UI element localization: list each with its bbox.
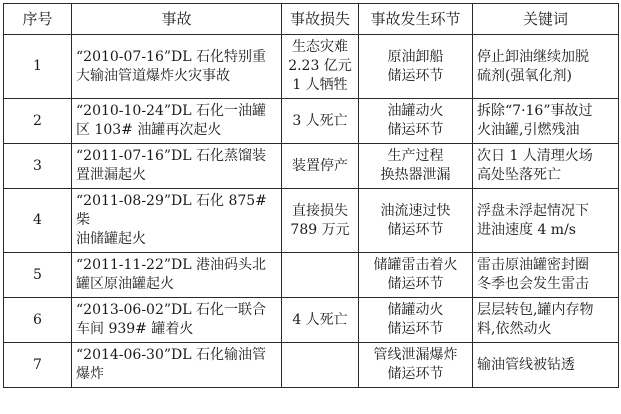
stage-cell [359, 253, 473, 298]
accident-line: 爆炸 [76, 366, 104, 382]
keywords-line: 火油罐,引燃残油 [477, 122, 580, 138]
accident-cell [72, 298, 282, 343]
loss-line: 生态灾难 [292, 39, 348, 55]
keywords-cell [473, 144, 619, 189]
stage-line: 储运环节 [387, 122, 444, 138]
loss-line: 直接损失 [292, 202, 348, 219]
keywords-line: 雷击原油罐密封圈 [477, 257, 589, 273]
keywords-line: 次日 1 人清理火场 [477, 148, 593, 164]
loss-cell [282, 99, 359, 144]
table-row [4, 99, 619, 144]
keywords-line: 层层转包,罐内存物 [477, 302, 594, 318]
row-index: 3 [4, 144, 72, 189]
accident-line: 置泄漏起火 [76, 167, 146, 183]
table-header-row [4, 4, 619, 35]
accident-cell [72, 343, 282, 388]
stage-line: 生产过程 [387, 148, 444, 164]
header-index: 序号 [4, 4, 72, 35]
keywords-cell [473, 99, 619, 144]
loss-cell [282, 298, 359, 343]
keywords-cell [473, 343, 619, 388]
keywords-line: 浮盘未浮起情况下 [477, 202, 589, 219]
accident-cell [72, 189, 282, 253]
loss-line: 3 人死亡 [292, 112, 348, 129]
header-loss: 事故损失 [282, 4, 359, 35]
loss-cell [282, 144, 359, 189]
accident-line: 大输油管道爆炸火灾事故 [76, 67, 230, 84]
keywords-line: 硫剂(强氧化剂) [477, 67, 572, 84]
stage-line: 管线泄漏爆炸 [373, 347, 458, 363]
table-row [4, 144, 619, 189]
keywords-cell [473, 253, 619, 298]
accident-table [3, 3, 619, 388]
table-row [4, 343, 619, 388]
stage-line: 储运环节 [387, 221, 444, 238]
keywords-line: 冬季也会发生雷击 [477, 276, 589, 292]
accident-line: 区 103# 油罐再次起火 [76, 122, 222, 138]
keywords-line: 输油管线被钻透 [477, 356, 575, 373]
stage-cell [359, 189, 473, 253]
keywords-line: 料,依然动火 [477, 321, 552, 337]
stage-line: 油罐动火 [387, 103, 444, 119]
table-row [4, 189, 619, 253]
accident-line: “2013-06-02”DL 石化一联合 [76, 302, 267, 318]
keywords-cell [473, 35, 619, 99]
row-index: 5 [4, 253, 72, 298]
accident-cell [72, 35, 282, 99]
stage-line: 油流速过快 [380, 202, 451, 219]
accident-cell [72, 253, 282, 298]
stage-cell [359, 99, 473, 144]
row-index: 2 [4, 99, 72, 144]
keywords-cell [473, 189, 619, 253]
accident-line: “2011-11-22”DL 港油码头北 [76, 257, 267, 273]
stage-line: 储运环节 [387, 321, 444, 337]
loss-line: 1 人牺牲 [292, 77, 348, 93]
keywords-cell [473, 298, 619, 343]
accident-cell [72, 144, 282, 189]
row-index: 4 [4, 189, 72, 253]
stage-line: 储运环节 [387, 366, 444, 382]
table-row [4, 35, 619, 99]
stage-line: 储运环节 [387, 67, 444, 84]
stage-line: 换热器泄漏 [380, 167, 451, 183]
loss-line: 2.23 亿元 [288, 58, 352, 74]
loss-line: 装置停产 [292, 157, 348, 174]
loss-line: 4 人死亡 [292, 311, 348, 328]
accident-line: 油储罐起火 [76, 231, 146, 247]
stage-line: 原油卸船 [387, 48, 444, 65]
row-index: 7 [4, 343, 72, 388]
keywords-line: 进油速度 4 m/s [477, 221, 576, 238]
accident-line: “2011-07-16”DL 石化蒸馏装 [76, 148, 267, 164]
stage-cell [359, 298, 473, 343]
stage-line: 储罐雷击着火 [373, 257, 458, 273]
loss-cell [282, 35, 359, 99]
keywords-line: 停止卸油继续加脱 [477, 48, 589, 65]
accident-line: “2011-08-29”DL 石化 875# 柴 [76, 193, 267, 228]
accident-line: “2010-07-16”DL 石化特别重 [76, 48, 267, 65]
header-stage: 事故发生环节 [359, 4, 473, 35]
accident-line: “2010-10-24”DL 石化一油罐 [76, 103, 267, 119]
accident-line: 车间 939# 罐着火 [76, 321, 194, 337]
stage-line: 储运环节 [387, 276, 444, 292]
header-accident: 事故 [72, 4, 282, 35]
table-row [4, 253, 619, 298]
keywords-line: 高处坠落死亡 [477, 167, 561, 183]
stage-cell [359, 343, 473, 388]
header-keywords: 关键词 [473, 4, 619, 35]
stage-cell [359, 144, 473, 189]
loss-cell [282, 253, 359, 298]
stage-cell [359, 35, 473, 99]
accident-line: “2014-06-30”DL 石化输油管 [76, 347, 267, 363]
row-index: 6 [4, 298, 72, 343]
accident-cell [72, 99, 282, 144]
loss-line: 789 万元 [290, 221, 350, 238]
stage-line: 储罐动火 [387, 302, 444, 318]
accident-line: 罐区原油罐起火 [76, 276, 174, 292]
table-row [4, 298, 619, 343]
loss-cell [282, 189, 359, 253]
row-index: 1 [4, 35, 72, 99]
loss-cell [282, 343, 359, 388]
keywords-line: 拆除“7·16”事故过 [477, 103, 593, 119]
